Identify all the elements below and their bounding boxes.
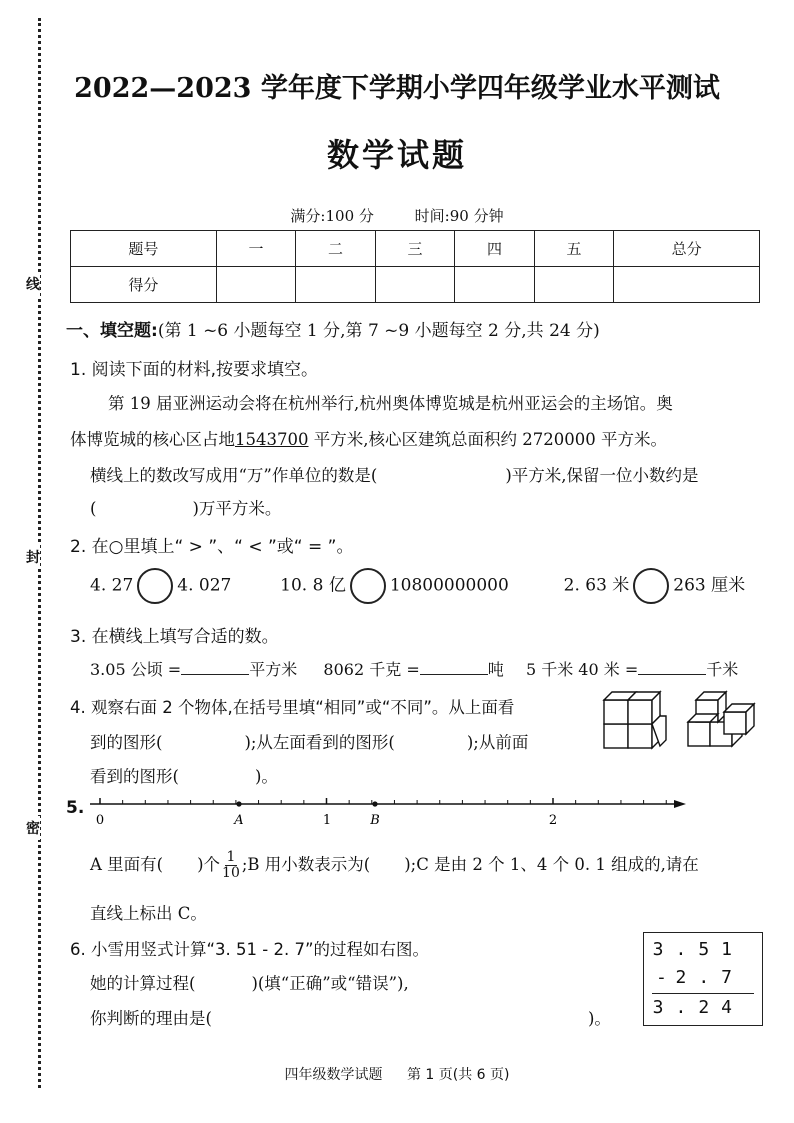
score-cell[interactable] bbox=[614, 267, 760, 303]
q2-c-right: 263 厘米 bbox=[673, 575, 746, 596]
q3-prompt: 3. 在横线上填写合适的数。 bbox=[70, 627, 279, 647]
q2-a-left: 4. 27 bbox=[90, 575, 134, 596]
q4-line-1: 4. 观察右面 2 个物体,在括号里填“相同”或“不同”。从上面看 bbox=[70, 698, 515, 717]
fraction-numerator: 1 bbox=[226, 849, 236, 865]
number-line-ticks bbox=[100, 798, 666, 804]
binding-char-xian: 线 bbox=[26, 272, 40, 296]
q1-ask-a: 横线上的数改写成用“万”作单位的数是( bbox=[90, 466, 378, 485]
q1-question-b bbox=[90, 495, 281, 519]
full-score: 满分:100 分 bbox=[290, 207, 374, 225]
q5-line-2: 直线上标出 C。 bbox=[90, 904, 207, 923]
q4-line-3a: 看到的图形( bbox=[90, 767, 179, 786]
binding-char-feng: 封 bbox=[26, 545, 40, 569]
q4-line-3b: )。 bbox=[254, 767, 278, 786]
tick-label-1: 1 bbox=[322, 813, 332, 828]
q3-blank-b[interactable] bbox=[420, 674, 488, 675]
section-1-title: 一、填空题: bbox=[66, 321, 158, 341]
q2-b-right: 10800000000 bbox=[389, 575, 509, 596]
score-header-cell: 三 bbox=[375, 231, 455, 267]
q5-line-1a: A 里面有( bbox=[90, 855, 164, 874]
exam-subtitle: 数学试题 bbox=[326, 136, 467, 174]
fraction-denominator: 10 bbox=[222, 865, 240, 881]
score-cell[interactable] bbox=[375, 267, 455, 303]
q3-a-label: 3.05 公顷 = bbox=[90, 660, 182, 679]
calc-rule bbox=[652, 993, 754, 994]
q3-items bbox=[90, 657, 738, 680]
q6-line-2 bbox=[90, 970, 409, 994]
tick-label-0: 0 bbox=[95, 813, 105, 828]
q2-b-left: 10. 8 亿 bbox=[280, 575, 346, 596]
q3-c-unit: 千米 bbox=[706, 660, 739, 679]
q4-line-2 bbox=[90, 729, 528, 753]
q1-ask-c1: ( bbox=[90, 499, 97, 518]
score-header-cell: 二 bbox=[296, 231, 376, 267]
q1-question-a bbox=[90, 462, 699, 486]
binding-char-mi: 密 bbox=[26, 816, 40, 840]
time-limit: 时间:90 分钟 bbox=[414, 207, 504, 225]
score-table-score-row bbox=[71, 267, 760, 303]
tick-label-2: 2 bbox=[548, 813, 558, 828]
q4-line-2a: 到的图形( bbox=[90, 733, 163, 752]
score-header-cell: 一 bbox=[216, 231, 296, 267]
q1-paragraph-b bbox=[70, 426, 667, 450]
q3-c-label: 5 千米 40 米 = bbox=[525, 660, 639, 679]
q4-line-2c: );从前面 bbox=[466, 733, 529, 752]
score-cell[interactable] bbox=[534, 267, 614, 303]
q2-circle-c[interactable] bbox=[633, 568, 669, 604]
footer-page-number: 第 1 页(共 6 页) bbox=[406, 1067, 510, 1083]
q2-a-right: 4. 027 bbox=[177, 575, 232, 596]
number-line-labels bbox=[96, 813, 557, 828]
q6-line-3b: )。 bbox=[587, 1009, 611, 1028]
q6-line-2b: )(填“正确”或“错误”), bbox=[251, 974, 409, 993]
tick-label-A: A bbox=[234, 813, 244, 828]
score-header-cell: 题号 bbox=[71, 231, 217, 267]
q3-a-unit: 平方米 bbox=[249, 660, 298, 679]
footer-title: 四年级数学试题 bbox=[284, 1067, 383, 1083]
score-header-cell: 四 bbox=[455, 231, 535, 267]
score-cell[interactable] bbox=[455, 267, 535, 303]
number-line bbox=[86, 792, 690, 832]
score-row-label: 得分 bbox=[71, 267, 217, 303]
q2-circle-a[interactable] bbox=[137, 568, 173, 604]
calc-result: 3.24 bbox=[652, 997, 744, 1018]
cube-figure-1 bbox=[600, 686, 672, 752]
point-B-dot bbox=[372, 801, 377, 806]
q2-comparisons bbox=[90, 568, 745, 604]
q1-ask-b: )平方米,保留一位小数约是 bbox=[505, 466, 699, 485]
score-table bbox=[70, 230, 760, 303]
q1-para-b-text: 体博览城的核心区占地 bbox=[70, 430, 235, 449]
calc-subtrahend: 2.7 bbox=[675, 967, 744, 988]
q1-ask-c2: )万平方米。 bbox=[192, 499, 282, 518]
score-header-cell: 五 bbox=[534, 231, 614, 267]
q4-line-3 bbox=[90, 763, 278, 787]
q1-underlined-number: 1543700 bbox=[235, 430, 309, 449]
cube-figure-2 bbox=[684, 686, 756, 752]
q1-paragraph-a: 第 19 届亚洲运动会将在杭州举行,杭州奥体博览城是杭州亚运会的主场馆。奥 bbox=[108, 394, 673, 413]
q5-line-1b: )个 bbox=[197, 855, 221, 874]
score-cell[interactable] bbox=[216, 267, 296, 303]
q6-line-3a: 你判断的理由是( bbox=[90, 1009, 212, 1028]
q5-line-1d: );C 是由 2 个 1、4 个 0. 1 组成的,请在 bbox=[404, 855, 699, 874]
q5-line-1c: ;B 用小数表示为( bbox=[241, 855, 371, 874]
section-1-note: (第 1 ~6 小题每空 1 分,第 7 ~9 小题每空 2 分,共 24 分) bbox=[157, 321, 600, 341]
q1-para-b-text-2: 平方米,核心区建筑总面积约 2720000 平方米。 bbox=[308, 430, 667, 449]
score-header-cell: 总分 bbox=[614, 231, 760, 267]
q6-line-1: 6. 小雪用竖式计算“3. 51 - 2. 7”的过程如右图。 bbox=[70, 940, 429, 959]
vertical-calculation-box bbox=[643, 932, 763, 1026]
exam-meta bbox=[0, 205, 794, 226]
q5-line-1 bbox=[90, 850, 699, 881]
q6-line-2a: 她的计算过程( bbox=[90, 974, 196, 993]
tick-label-B: B bbox=[370, 813, 380, 828]
q5-number: 5. bbox=[66, 798, 85, 818]
q2-prompt: 2. 在○里填上“ > ”、“ < ”或“ = ”。 bbox=[70, 537, 354, 557]
q2-c-left: 2. 63 米 bbox=[563, 575, 630, 596]
q3-blank-c[interactable] bbox=[638, 674, 706, 675]
q3-blank-a[interactable] bbox=[181, 674, 249, 675]
exam-title: 2022—2023 学年度下学期小学四年级学业水平测试 bbox=[74, 73, 720, 104]
score-cell[interactable] bbox=[296, 267, 376, 303]
q1-prompt: 1. 阅读下面的材料,按要求填空。 bbox=[70, 360, 319, 380]
number-line-arrow bbox=[674, 800, 686, 808]
point-A-dot bbox=[236, 801, 241, 806]
q3-b-label: 8062 千克 = bbox=[323, 660, 420, 679]
fraction-one-tenth bbox=[222, 850, 240, 881]
q4-line-2b: );从左面看到的图形( bbox=[244, 733, 395, 752]
calc-operator: - bbox=[656, 967, 679, 988]
score-table-header-row bbox=[71, 231, 760, 267]
section-1-heading bbox=[66, 316, 600, 341]
q3-b-unit: 吨 bbox=[487, 660, 504, 679]
page-footer bbox=[0, 1064, 794, 1084]
calc-top-number: 3.51 bbox=[652, 939, 744, 960]
q6-line-3 bbox=[90, 1005, 611, 1029]
q2-circle-b[interactable] bbox=[350, 568, 386, 604]
